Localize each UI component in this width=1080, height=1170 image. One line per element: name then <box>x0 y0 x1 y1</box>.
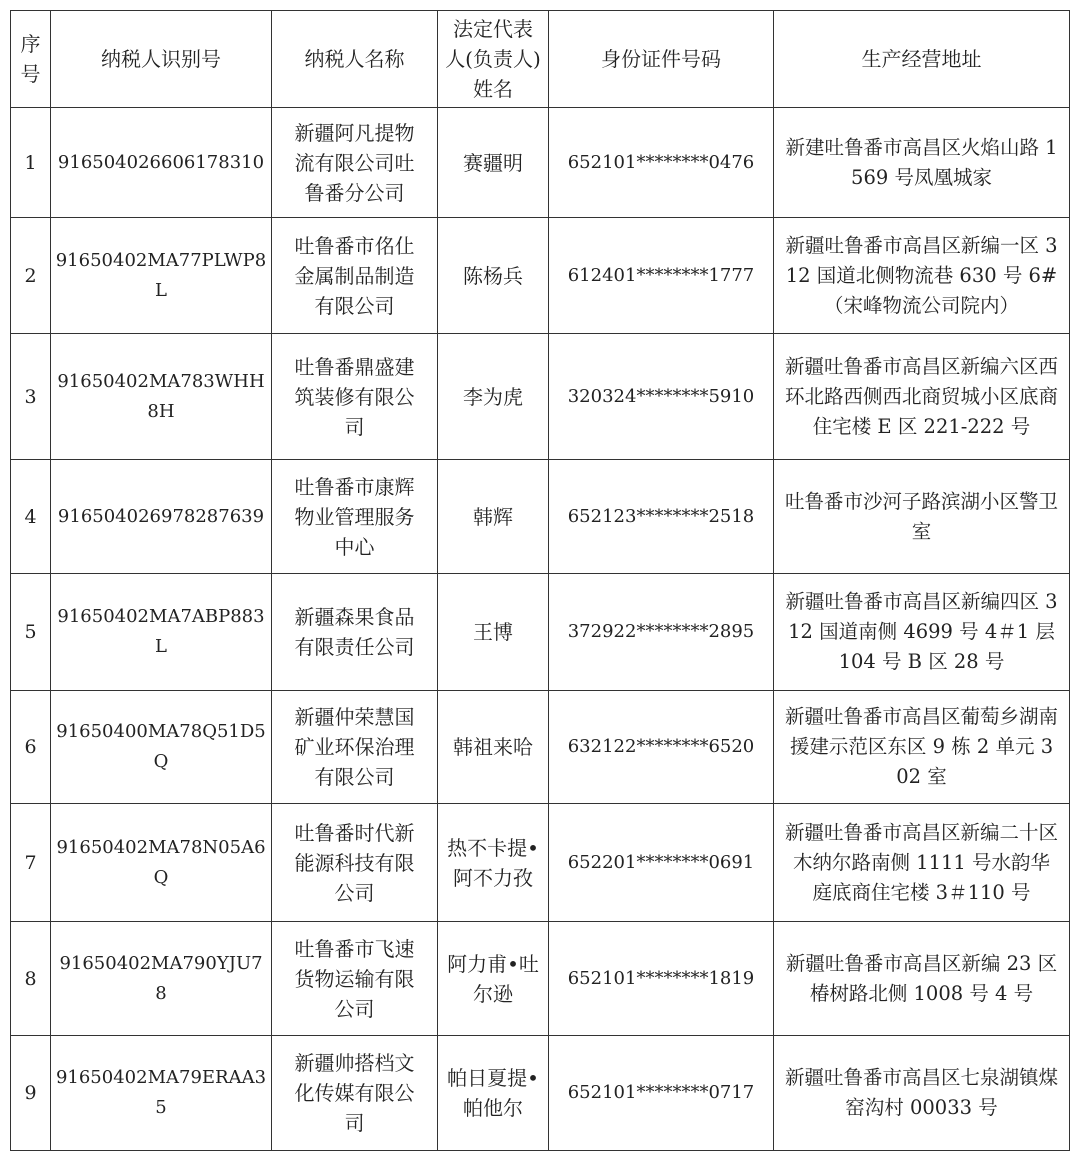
cell-address: 吐鲁番市沙河子路滨湖小区警卫室 <box>774 460 1070 574</box>
cell-legal-rep: 李为虎 <box>438 334 549 460</box>
table-row <box>11 334 1070 460</box>
cell-legal-rep: 韩祖来哈 <box>438 691 549 804</box>
header-taxpayer-name: 纳税人名称 <box>272 11 438 108</box>
table-header-row <box>11 11 1070 108</box>
cell-tax-id: 91650402MA790YJU78 <box>51 922 272 1036</box>
table-row <box>11 804 1070 922</box>
cell-taxpayer-name: 新疆仲荣慧国矿业环保治理有限公司 <box>272 691 438 804</box>
taxpayer-table <box>10 10 1070 1151</box>
cell-id-number: 652101********1819 <box>549 922 774 1036</box>
cell-legal-rep: 赛疆明 <box>438 108 549 218</box>
cell-legal-rep: 阿力甫•吐尔逊 <box>438 922 549 1036</box>
header-seq: 序号 <box>11 11 51 108</box>
cell-tax-id: 91650402MA7ABP883L <box>51 574 272 691</box>
cell-address: 新疆吐鲁番市高昌区新编六区西环北路西侧西北商贸城小区底商住宅楼 E 区 221-222 号 <box>774 334 1070 460</box>
cell-address: 新疆吐鲁番市高昌区七泉湖镇煤窑沟村 00033 号 <box>774 1036 1070 1151</box>
cell-address: 新疆吐鲁番市高昌区新编一区 312 国道北侧物流巷 630 号 6#（宋峰物流公司院内） <box>774 218 1070 334</box>
cell-id-number: 372922********2895 <box>549 574 774 691</box>
cell-seq: 9 <box>11 1036 51 1151</box>
table-row <box>11 574 1070 691</box>
cell-tax-id: 91650400MA78Q51D5Q <box>51 691 272 804</box>
header-tax-id: 纳税人识别号 <box>51 11 272 108</box>
header-legal-rep: 法定代表人(负责人)姓名 <box>438 11 549 108</box>
table-row <box>11 1036 1070 1151</box>
cell-legal-rep: 陈杨兵 <box>438 218 549 334</box>
table-row <box>11 922 1070 1036</box>
cell-id-number: 652101********0717 <box>549 1036 774 1151</box>
cell-tax-id: 916504026978287639 <box>51 460 272 574</box>
cell-tax-id: 91650402MA79ERAA35 <box>51 1036 272 1151</box>
cell-tax-id: 91650402MA78N05A6Q <box>51 804 272 922</box>
table-row <box>11 108 1070 218</box>
cell-taxpayer-name: 吐鲁番鼎盛建筑装修有限公司 <box>272 334 438 460</box>
cell-legal-rep: 帕日夏提•帕他尔 <box>438 1036 549 1151</box>
cell-taxpayer-name: 新疆阿凡提物流有限公司吐鲁番分公司 <box>272 108 438 218</box>
cell-taxpayer-name: 吐鲁番市康辉物业管理服务中心 <box>272 460 438 574</box>
table-row <box>11 218 1070 334</box>
cell-taxpayer-name: 新疆森果食品有限责任公司 <box>272 574 438 691</box>
table-row <box>11 460 1070 574</box>
cell-legal-rep: 韩辉 <box>438 460 549 574</box>
cell-id-number: 632122********6520 <box>549 691 774 804</box>
cell-seq: 7 <box>11 804 51 922</box>
cell-tax-id: 916504026606178310 <box>51 108 272 218</box>
cell-legal-rep: 热不卡提•阿不力孜 <box>438 804 549 922</box>
cell-seq: 4 <box>11 460 51 574</box>
cell-address: 新疆吐鲁番市高昌区新编二十区木纳尔路南侧 1111 号水韵华庭底商住宅楼 3＃110 号 <box>774 804 1070 922</box>
cell-seq: 3 <box>11 334 51 460</box>
cell-tax-id: 91650402MA783WHH8H <box>51 334 272 460</box>
cell-taxpayer-name: 新疆帅搭档文化传媒有限公司 <box>272 1036 438 1151</box>
cell-seq: 1 <box>11 108 51 218</box>
cell-address: 新疆吐鲁番市高昌区新编四区 312 国道南侧 4699 号 4＃1 层 104 号 B 区 28 号 <box>774 574 1070 691</box>
cell-id-number: 612401********1777 <box>549 218 774 334</box>
cell-id-number: 652101********0476 <box>549 108 774 218</box>
header-id-number: 身份证件号码 <box>549 11 774 108</box>
cell-seq: 2 <box>11 218 51 334</box>
header-address: 生产经营地址 <box>774 11 1070 108</box>
cell-seq: 5 <box>11 574 51 691</box>
cell-seq: 6 <box>11 691 51 804</box>
cell-tax-id: 91650402MA77PLWP8L <box>51 218 272 334</box>
table-row <box>11 691 1070 804</box>
cell-id-number: 652123********2518 <box>549 460 774 574</box>
cell-address: 新疆吐鲁番市高昌区葡萄乡湖南援建示范区东区 9 栋 2 单元 302 室 <box>774 691 1070 804</box>
cell-taxpayer-name: 吐鲁番市飞速货物运输有限公司 <box>272 922 438 1036</box>
cell-seq: 8 <box>11 922 51 1036</box>
cell-taxpayer-name: 吐鲁番时代新能源科技有限公司 <box>272 804 438 922</box>
cell-address: 新疆吐鲁番市高昌区新编 23 区椿树路北侧 1008 号 4 号 <box>774 922 1070 1036</box>
cell-legal-rep: 王博 <box>438 574 549 691</box>
cell-id-number: 320324********5910 <box>549 334 774 460</box>
cell-address: 新建吐鲁番市高昌区火焰山路 1569 号凤凰城家 <box>774 108 1070 218</box>
cell-taxpayer-name: 吐鲁番市佲仩金属制品制造有限公司 <box>272 218 438 334</box>
cell-id-number: 652201********0691 <box>549 804 774 922</box>
